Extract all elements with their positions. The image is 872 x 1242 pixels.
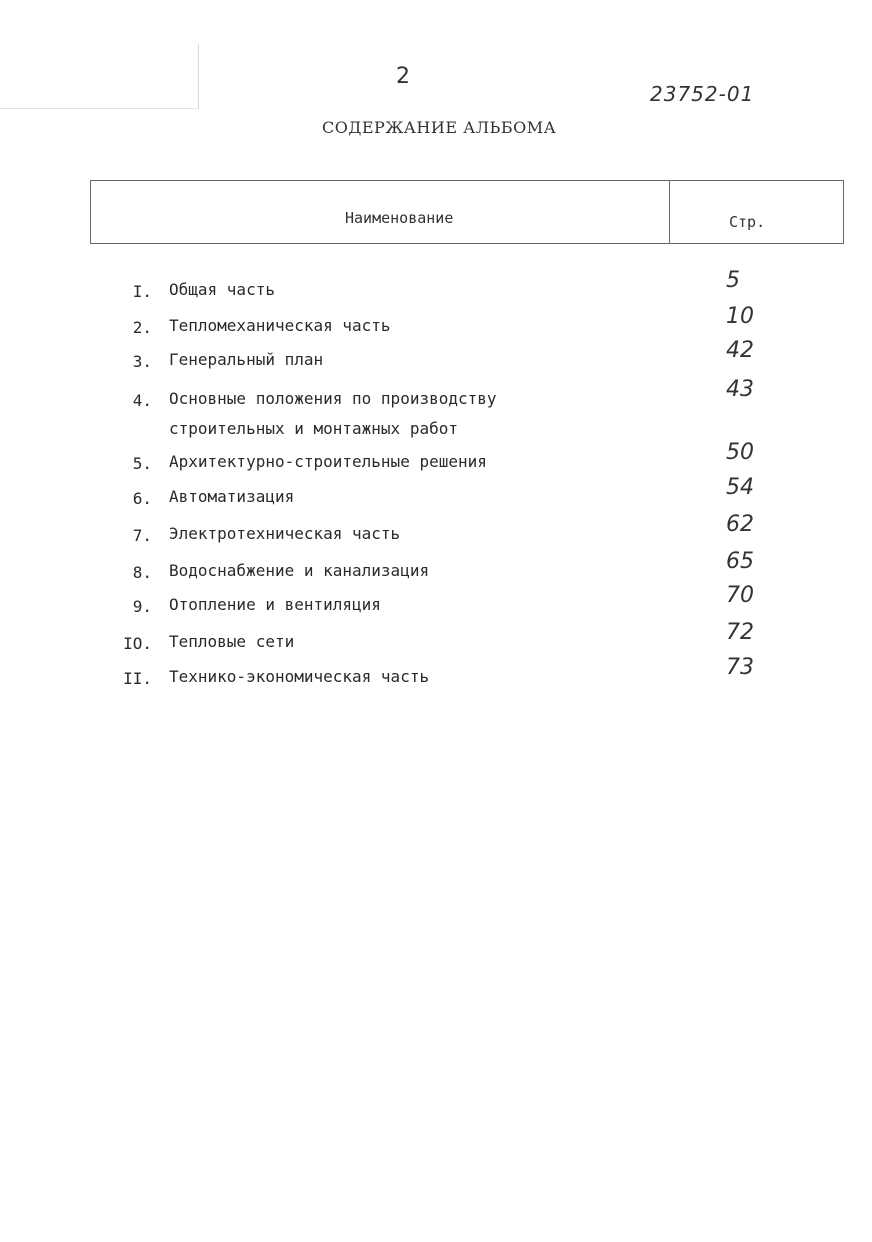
toc-entry-label: Тепломеханическая часть [169,316,391,335]
toc-entry-page: 5 [726,268,740,293]
toc-entry-page: 73 [726,655,754,680]
toc-entry-label: Водоснабжение и канализация [169,561,430,580]
toc-entry-page: 62 [726,512,754,537]
toc-entry-number: I. [132,282,152,301]
toc-entry-label: Тепловые сети [169,632,295,651]
document-code: 23752-01 [650,82,755,106]
toc-entry-number: 6. [132,489,152,508]
column-header-name: Наименование [345,209,454,227]
album-title: СОДЕРЖАНИЕ АЛЬБОМА [322,118,557,137]
toc-entry-page: 43 [726,377,754,402]
toc-entry-number: 5. [132,454,152,473]
toc-entry-number: II. [123,669,152,688]
toc-entry-page: 50 [726,440,754,465]
toc-entry-number: 9. [132,597,152,616]
toc-entry-label: Генеральный план [169,350,324,369]
toc-entry-page: 10 [726,304,754,329]
toc-entry-page: 70 [726,583,754,608]
toc-entry-number: 3. [132,352,152,371]
toc-entry-number: 2. [132,318,152,337]
toc-entry-label: Технико-экономическая часть [169,667,430,686]
toc-entry-page: 42 [726,338,754,363]
toc-entry-number: 8. [132,563,152,582]
toc-entry-number: 4. [132,391,152,410]
toc-entry-label: Отопление и вентиляция [169,595,381,614]
toc-entry-number: IO. [123,634,152,653]
toc-entry-label: Общая часть [169,280,275,299]
toc-entry-label: Электротехническая часть [169,524,401,543]
column-header-page: Стр. [729,213,766,231]
page-number: 2 [396,64,410,89]
toc-entry-label: Основные положения по производству строительных и монтажных работ [169,389,497,438]
toc-entry-page: 54 [726,475,754,500]
toc-entry-label: Автоматизация [169,487,295,506]
toc-entry-label: Архитектурно-строительные решения [169,452,487,471]
toc-entry-page: 65 [726,549,754,574]
toc-entry-page: 72 [726,620,754,645]
toc-entry-number: 7. [132,526,152,545]
